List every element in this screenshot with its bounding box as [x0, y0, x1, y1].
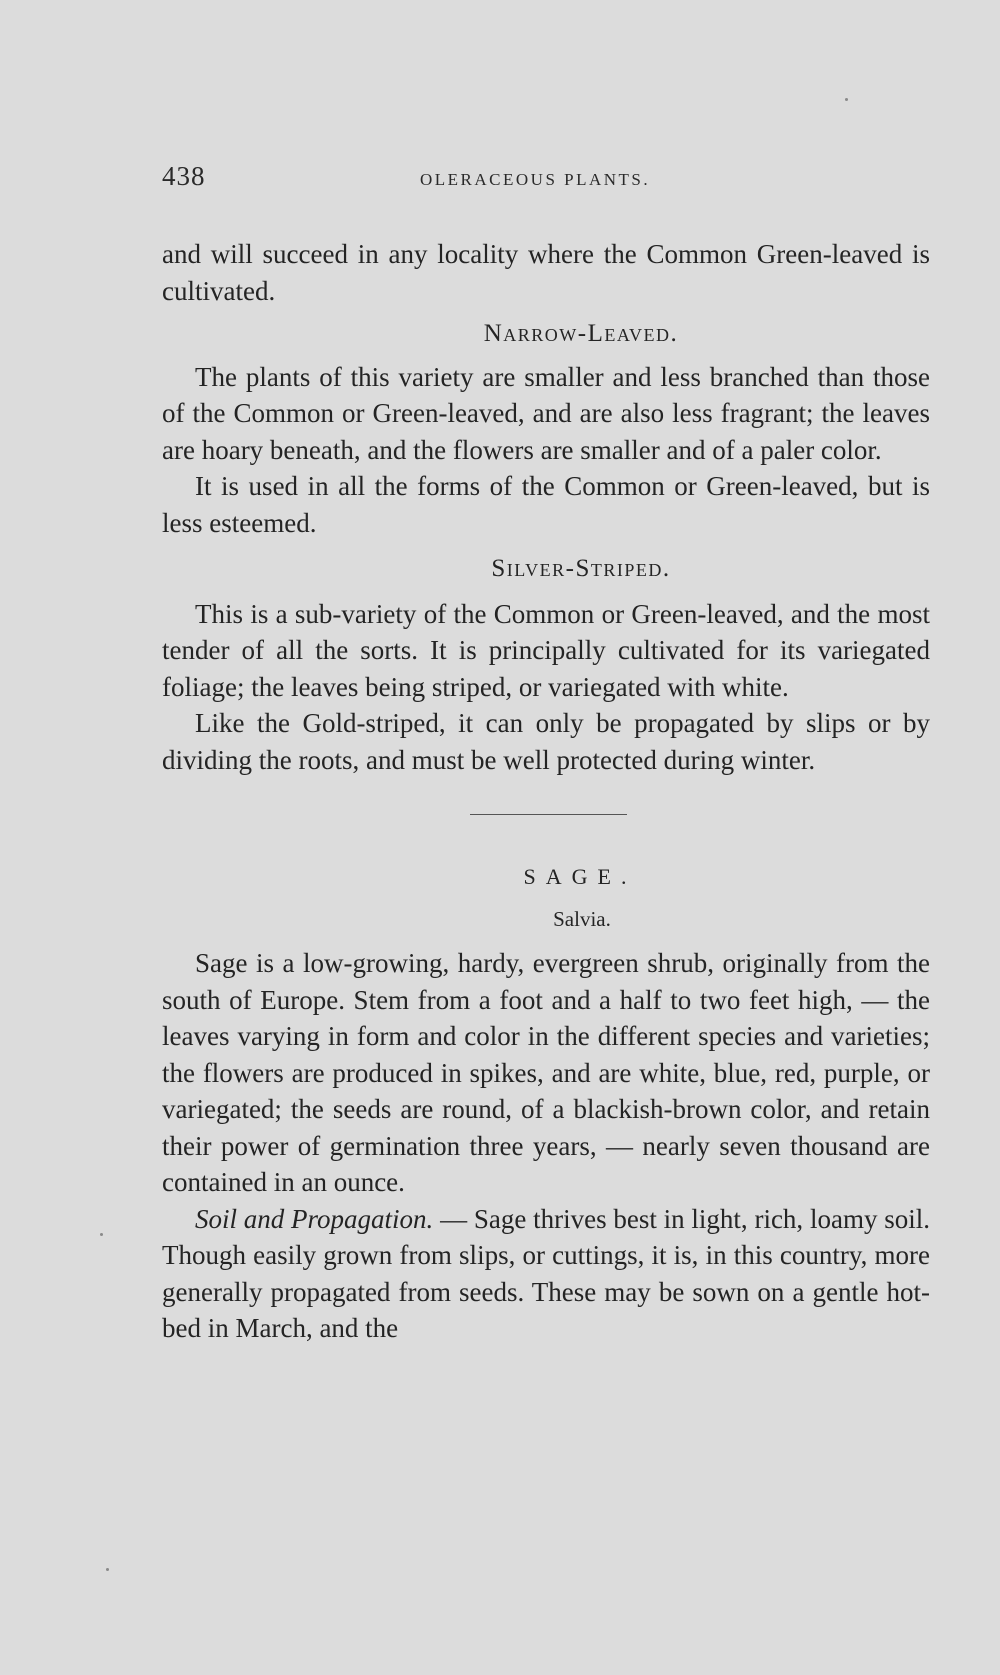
paragraph: This is a sub-variety of the Common or Green-leaved, and the most tender of all the sorts. It is principally cultivated for its variegated foliage; the leaves being striped, or variegated with white.: [162, 598, 930, 702]
running-title: OLERACEOUS PLANTS.: [420, 170, 651, 189]
paragraph: Like the Gold-striped, it can only be propagated by slips or by dividing the roots, and must be well protected during winter.: [162, 708, 930, 775]
page-number: 438: [162, 161, 206, 191]
section-heading-silver-striped: Silver-Striped.: [491, 555, 671, 582]
paper-speck: [100, 1233, 103, 1236]
run-in-heading: Soil and Propagation.: [195, 1203, 434, 1234]
paper-speck: [106, 1568, 109, 1571]
paragraph: The plants of this variety are smaller and less branched than those of the Common or Green-leaved, and are also less fragrant; the leaves are hoary beneath, and the flowers are smaller and of a paler color.: [162, 361, 930, 465]
section-heading-narrow-leaved: Narrow-Leaved.: [483, 320, 679, 347]
paragraph-text: — Sage thrives best in light, rich, loamy soil. Though easily grown from slips, or cuttings, it is, in this country, more generally propagated from seeds. These may be sown on a gentle hot-bed in March, and the: [162, 1203, 930, 1343]
page-header: [162, 161, 930, 201]
page-body: [162, 236, 930, 1347]
section-divider: [470, 814, 627, 815]
paper-speck: [845, 98, 848, 101]
paragraph-continuation: and will succeed in any locality where the Common Green-leaved is cultivated.: [162, 239, 930, 306]
paragraph-soil-propagation: [162, 1201, 930, 1347]
paragraph: Sage is a low-growing, hardy, evergreen shrub, originally from the south of Europe. Stem from a foot and a half to two feet high, — the leaves varying in form and color in the different species and varieties; the flowers are produced in spikes, and are white, blue, red, purple, or variegated; the seeds are round, of a blackish-brown color, and retain their power of germination three years, — nearly seven thousand are contained in an ounce.: [162, 948, 930, 1197]
chapter-title: SAGE.: [523, 864, 637, 889]
paragraph: It is used in all the forms of the Common or Green-leaved, but is less esteemed.: [162, 471, 930, 538]
latin-name: Salvia.: [553, 906, 611, 931]
